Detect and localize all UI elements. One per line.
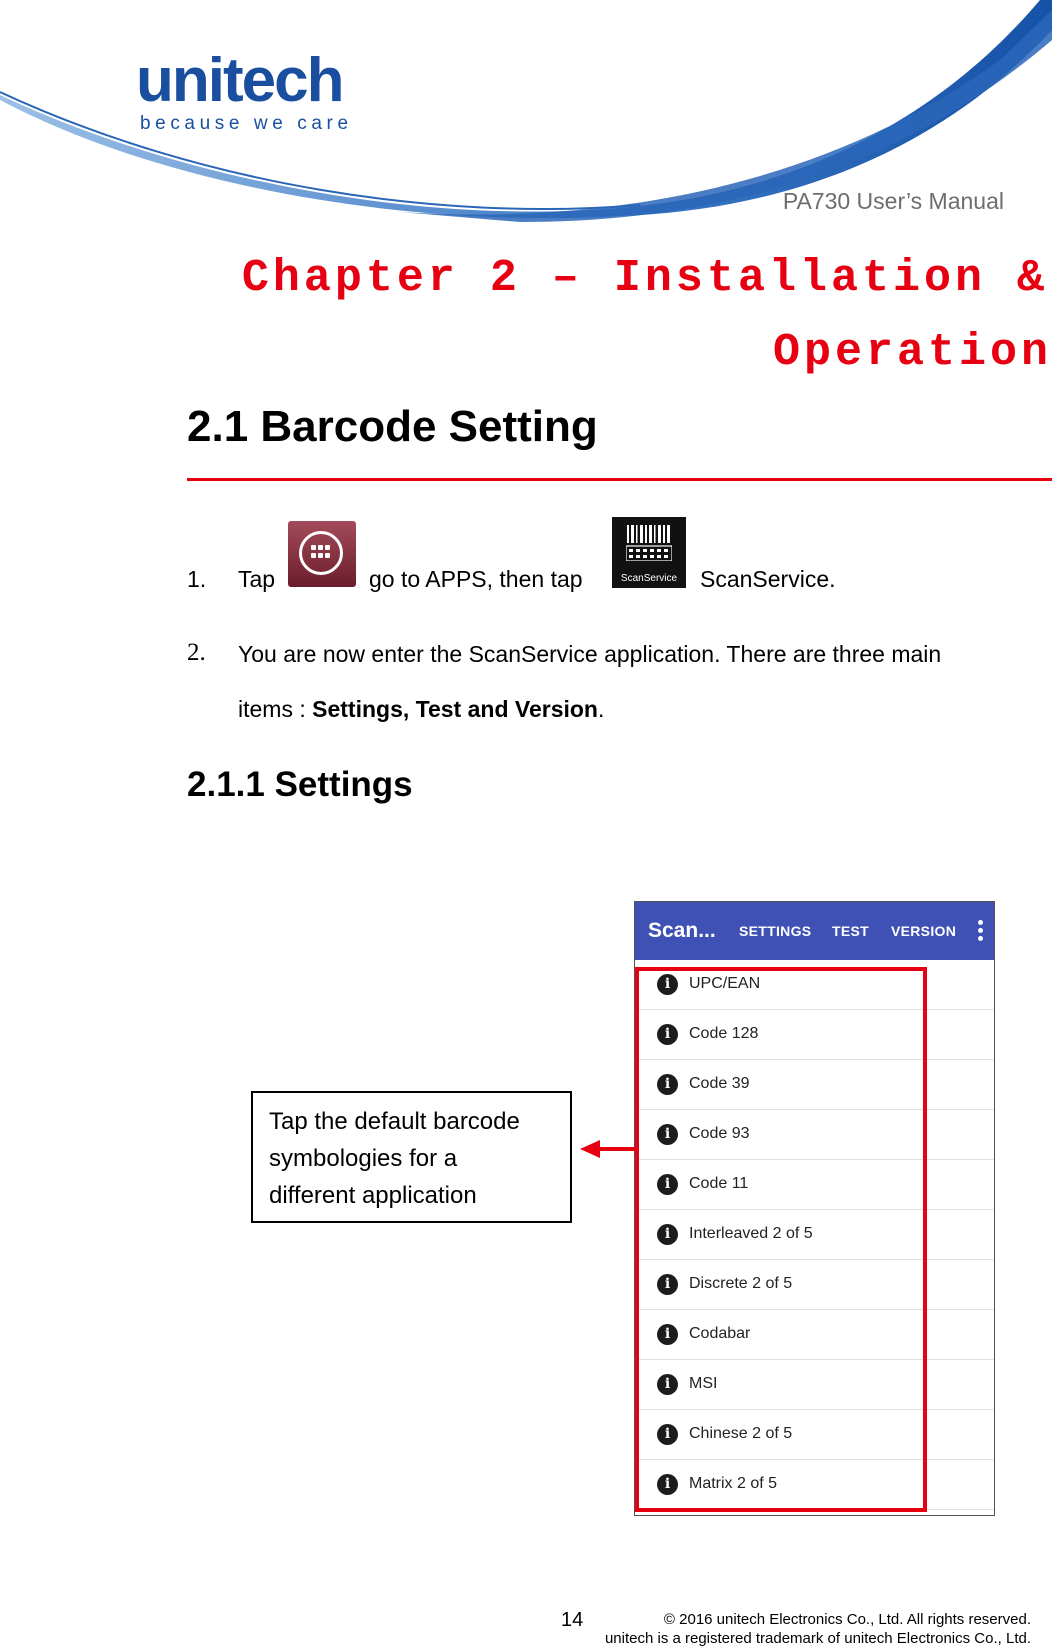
callout-arrow-line bbox=[596, 1147, 636, 1151]
step-2-line1: You are now enter the ScanService application. There are three main bbox=[238, 641, 942, 667]
callout-line1: Tap the default barcode bbox=[269, 1108, 520, 1135]
step-2-bold-items: Settings, Test and Version bbox=[312, 696, 598, 722]
subsection-title: 2.1.1 Settings bbox=[187, 765, 413, 804]
tab-settings[interactable]: SETTINGS bbox=[739, 923, 812, 939]
list-item-label: Matrix 2 of 5 bbox=[689, 1475, 778, 1492]
info-icon: i bbox=[657, 1324, 678, 1345]
info-icon: i bbox=[657, 1274, 678, 1295]
footer-copyright: © 2016 unitech Electronics Co., Ltd. All rights reserved. bbox=[663, 1611, 1031, 1628]
info-icon: i bbox=[657, 1224, 678, 1245]
list-item-label: UPC/EAN bbox=[689, 975, 761, 992]
step-2-prefix: items : bbox=[238, 696, 313, 722]
step-1-text-a: Tap bbox=[238, 566, 276, 592]
chapter-title-line2: Operation bbox=[772, 327, 1052, 378]
info-icon: i bbox=[657, 1424, 678, 1445]
info-icon: i bbox=[657, 1074, 678, 1095]
callout-line2: symbologies for a bbox=[269, 1145, 458, 1173]
overflow-menu-icon[interactable] bbox=[978, 920, 984, 942]
step-1-text-c: ScanService. bbox=[700, 566, 836, 592]
list-item-label: Interleaved 2 of 5 bbox=[689, 1225, 813, 1242]
unitech-logo: unitech bbox=[136, 46, 343, 115]
app-title: Scan... bbox=[648, 919, 716, 942]
step-2-line2 bbox=[238, 696, 604, 724]
scanservice-app-icon[interactable] bbox=[612, 517, 686, 588]
list-item-label: Code 39 bbox=[689, 1075, 750, 1092]
list-item-label: Code 128 bbox=[689, 1025, 759, 1042]
section-title: 2.1 Barcode Setting bbox=[187, 402, 598, 451]
highlight-box bbox=[635, 967, 927, 1512]
manual-title: PA730 User’s Manual bbox=[782, 188, 1004, 214]
logo-tagline: because we care bbox=[140, 113, 353, 134]
list-item-label: Code 93 bbox=[689, 1125, 750, 1142]
list-item-label: MSI bbox=[689, 1375, 718, 1392]
footer-trademark: unitech is a registered trademark of unitech Electronics Co., Ltd. bbox=[604, 1630, 1031, 1647]
app-bar bbox=[635, 902, 994, 960]
list-item-label: Codabar bbox=[689, 1325, 751, 1342]
tab-test[interactable]: TEST bbox=[832, 923, 869, 939]
info-icon: i bbox=[657, 1174, 678, 1195]
info-icon: i bbox=[657, 1474, 678, 1495]
page-number: 14 bbox=[561, 1609, 584, 1631]
callout-line3: different application bbox=[269, 1182, 477, 1210]
callout-arrow-icon bbox=[580, 1140, 600, 1158]
step-1-text-b: go to APPS, then tap bbox=[369, 566, 583, 592]
chapter-title-line1: Chapter 2 – Installation & bbox=[241, 253, 1048, 304]
info-icon: i bbox=[657, 1374, 678, 1395]
list-item-label: Discrete 2 of 5 bbox=[689, 1275, 793, 1292]
callout-box bbox=[251, 1091, 572, 1223]
info-icon: i bbox=[657, 1024, 678, 1045]
apps-drawer-icon[interactable] bbox=[288, 521, 356, 587]
section-divider bbox=[187, 478, 1052, 481]
list-item-label: Chinese 2 of 5 bbox=[689, 1425, 793, 1442]
tab-version[interactable]: VERSION bbox=[891, 923, 957, 939]
list-item-label: Code 11 bbox=[689, 1175, 749, 1192]
info-icon: i bbox=[657, 1124, 678, 1145]
step-2-suffix: . bbox=[598, 696, 605, 722]
scanservice-icon-label: ScanService bbox=[620, 573, 678, 584]
info-icon: i bbox=[657, 974, 678, 995]
step-1-number: 1. bbox=[187, 566, 207, 592]
step-2-number: 2. bbox=[187, 639, 206, 666]
